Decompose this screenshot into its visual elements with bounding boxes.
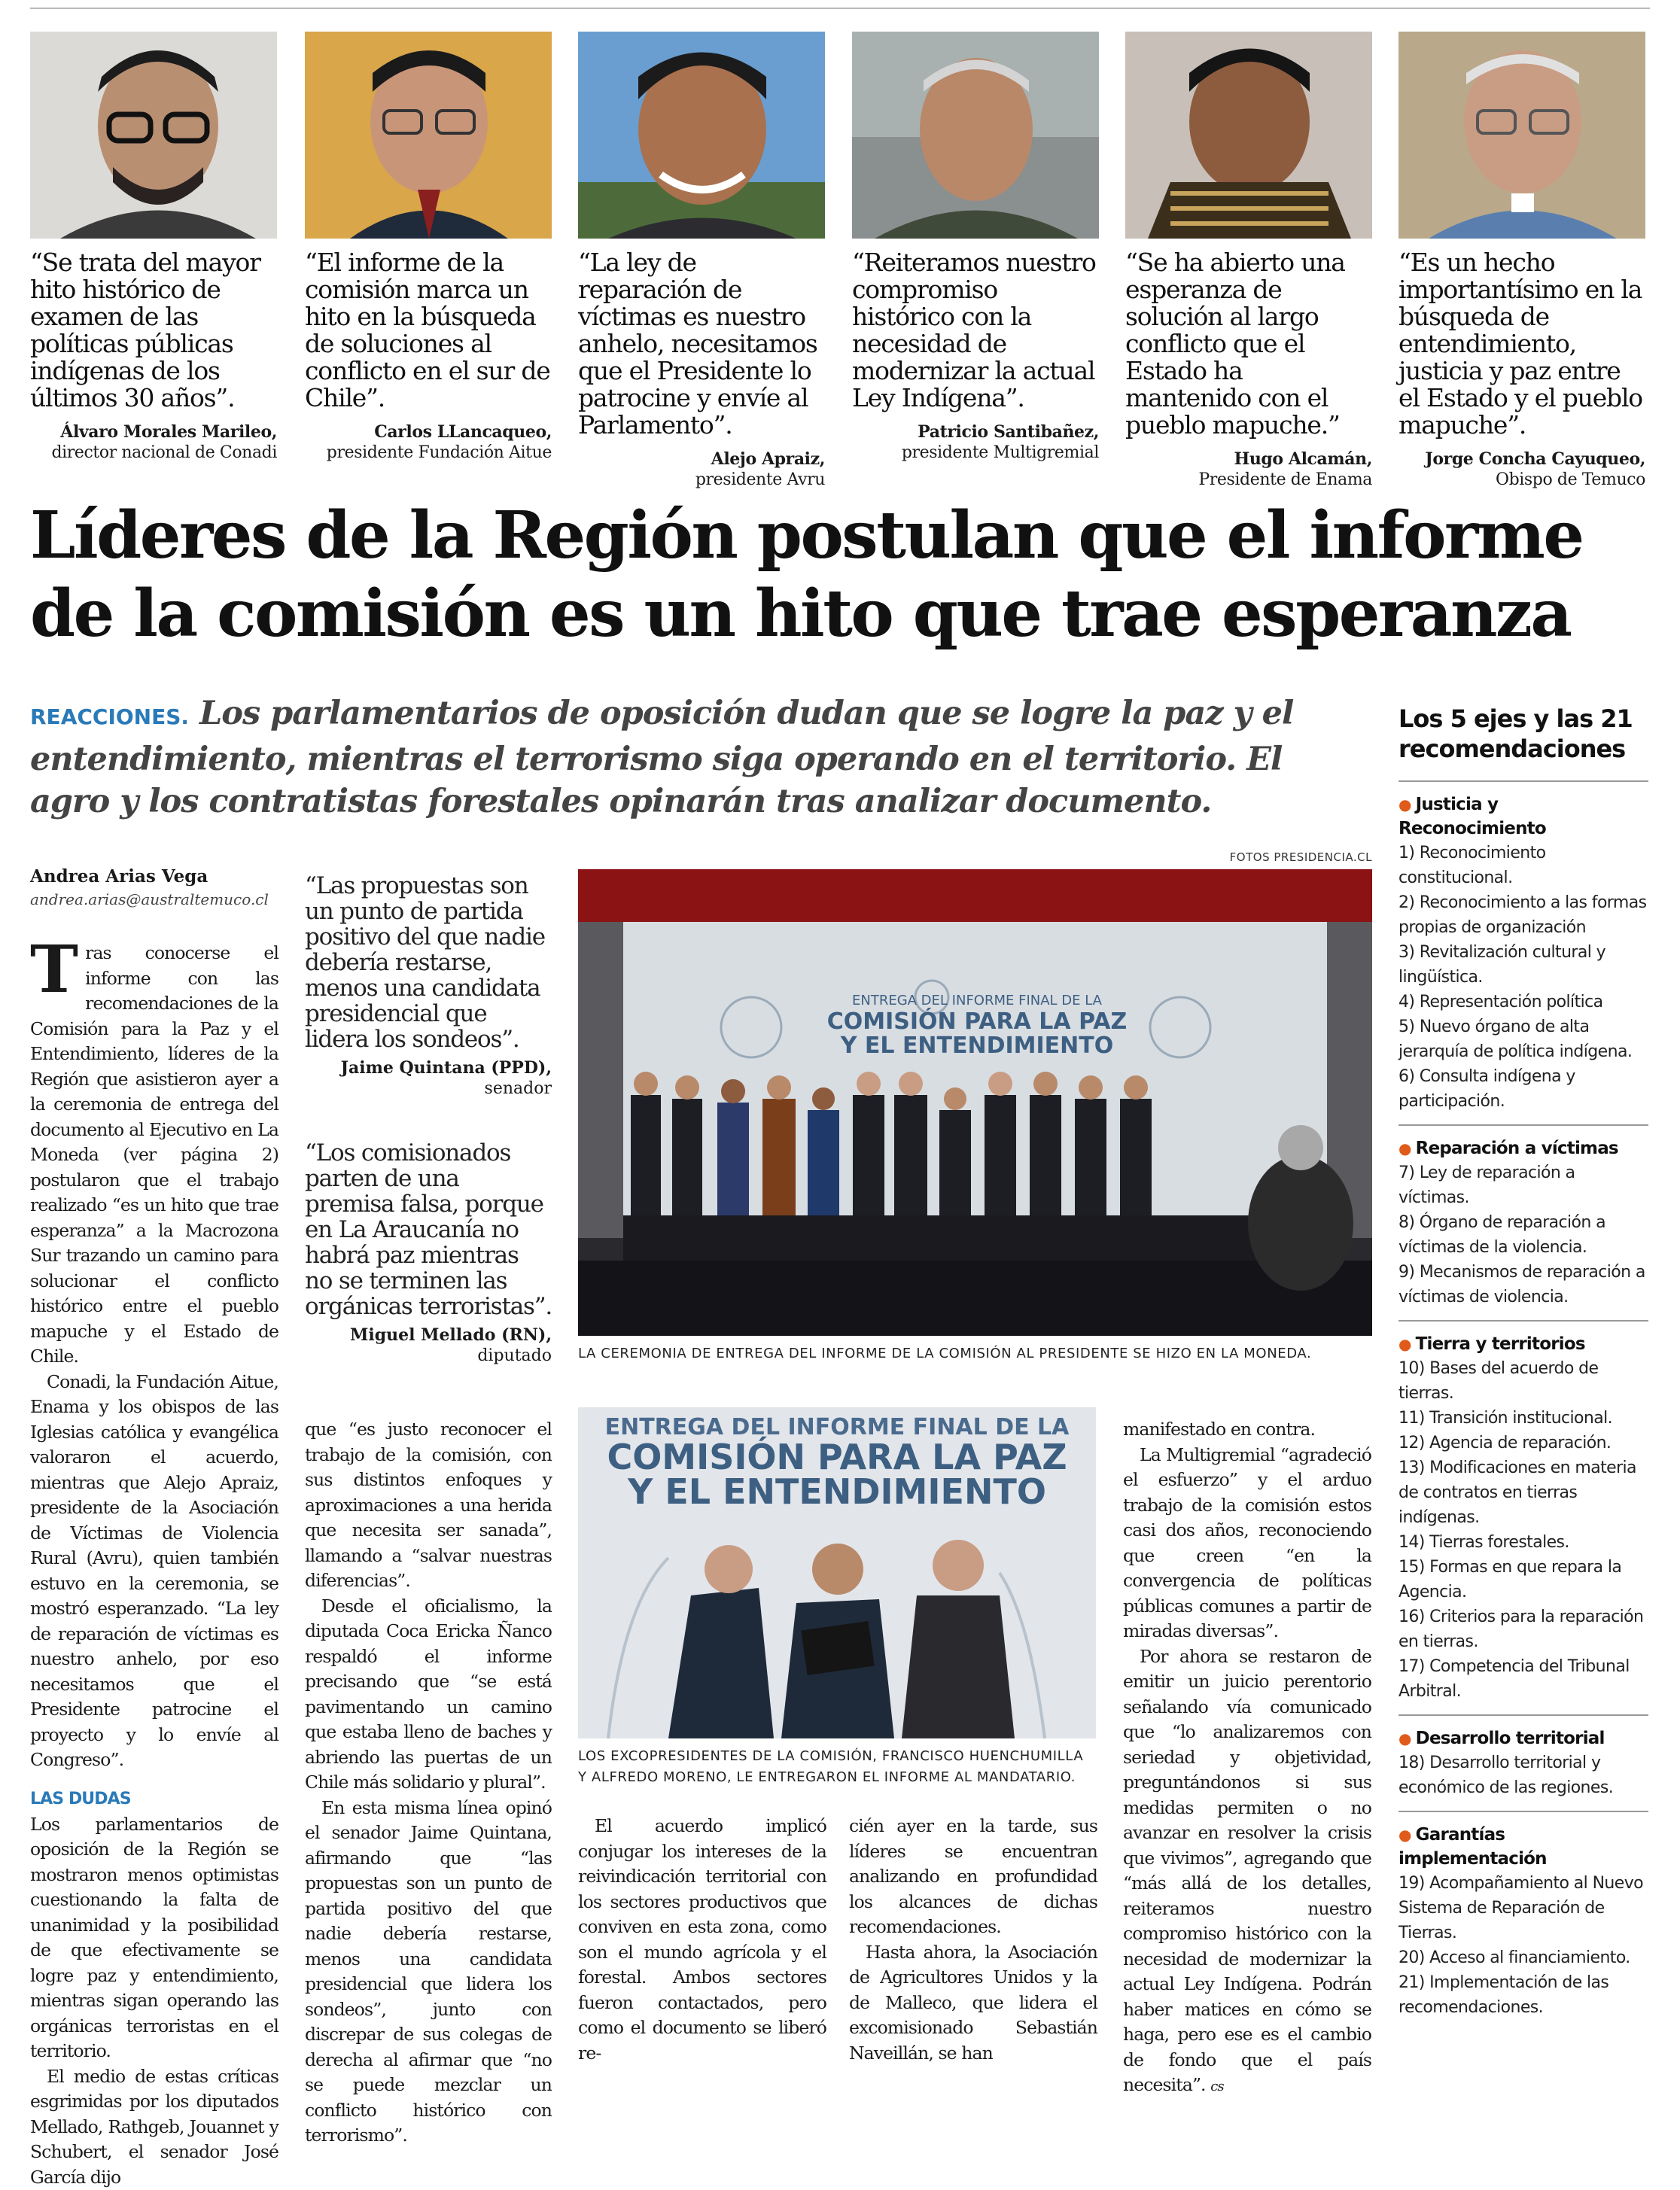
quote-name: Patricio Santibañez, bbox=[852, 422, 1099, 443]
quote-role: presidente Multigremial bbox=[852, 443, 1099, 463]
top-rule bbox=[30, 8, 1650, 9]
standfirst bbox=[30, 692, 1340, 823]
sidebar-section bbox=[1398, 1322, 1648, 1716]
banner-line: ENTREGA DEL INFORME FINAL DE LA bbox=[605, 1414, 1070, 1440]
paragraph: cién ayer en la tarde, sus líderes se encuentran analizando en profundidad los alcances de dichas recomendaciones. bbox=[849, 1814, 1097, 1940]
recommendation-item: 6) Consulta indígena y participación. bbox=[1398, 1064, 1648, 1114]
recommendation-item: 21) Implementación de las recomendaciones. bbox=[1398, 1970, 1648, 2020]
bullet-icon: ● bbox=[1398, 1729, 1411, 1747]
banner-line: Y EL ENTENDIMIENTO bbox=[840, 1033, 1114, 1059]
quote-text: “Se ha abierto una esperanza de solución al largo conflicto que el Estado ha mantenido con el pueblo mapuche.” bbox=[1125, 249, 1372, 439]
sidebar-section-heading bbox=[1398, 1726, 1648, 1750]
quote-card bbox=[578, 32, 825, 490]
recommendation-item: 7) Ley de reparación a víctimas. bbox=[1398, 1160, 1648, 1210]
quote-text: “El informe de la comisión marca un hito en la búsqueda de soluciones al conflicto en el sur de Chile”. bbox=[305, 249, 552, 412]
banner-line: ENTREGA DEL INFORME FINAL DE LA bbox=[852, 993, 1103, 1008]
quote-card bbox=[852, 32, 1099, 463]
quote-role: presidente Avru bbox=[578, 470, 825, 490]
quote-text: “Reiteramos nuestro compromiso histórico con la necesidad de modernizar la actual Ley Indígena”. bbox=[852, 249, 1099, 412]
byline bbox=[30, 865, 278, 911]
photo-credit: FOTOS PRESIDENCIA.CL bbox=[578, 850, 1372, 864]
author-name: Andrea Arias Vega bbox=[30, 865, 278, 888]
sidebar-section bbox=[1398, 1126, 1648, 1322]
recommendation-item: 1) Reconocimiento constitucional. bbox=[1398, 841, 1648, 890]
quote-text: “Se trata del mayor hito histórico de examen de las políticas públicas indígenas de los últimos 30 años”. bbox=[30, 249, 277, 412]
quote-role: Presidente de Enama bbox=[1125, 470, 1372, 490]
recommendation-item: 10) Bases del acuerdo de tierras. bbox=[1398, 1356, 1648, 1406]
quote-name: Jorge Concha Cayuqueo, bbox=[1398, 449, 1645, 470]
quote-card bbox=[1398, 32, 1645, 490]
end-mark: cs bbox=[1210, 2079, 1224, 2094]
sidebar-heading-text: Reparación a víctimas bbox=[1416, 1139, 1618, 1158]
recommendations-sidebar bbox=[1398, 704, 1648, 2030]
sidebar-section-heading bbox=[1398, 1823, 1648, 1871]
portrait-photo bbox=[1125, 32, 1372, 239]
pullquote-text: “Los comisionados parten de una premisa falsa, porque en La Araucanía no habrá paz mientras no se terminen las orgánicas terroristas”. bbox=[305, 1140, 552, 1319]
article-column-1 bbox=[30, 941, 278, 2190]
bullet-icon: ● bbox=[1398, 1335, 1411, 1353]
sidebar-section bbox=[1398, 1812, 1648, 2030]
banner-line: Y EL ENTENDIMIENTO bbox=[627, 1471, 1046, 1512]
sidebar-section-heading bbox=[1398, 792, 1648, 841]
quote-card bbox=[30, 32, 277, 463]
sidebar-heading-text: Desarrollo territorial bbox=[1416, 1729, 1605, 1748]
banner-line: COMISIÓN PARA LA PAZ bbox=[827, 1007, 1128, 1035]
pullquote-role: diputado bbox=[477, 1346, 552, 1365]
bullet-icon: ● bbox=[1398, 1139, 1411, 1157]
portrait-photo bbox=[30, 32, 277, 239]
recommendation-item: 12) Agencia de reparación. bbox=[1398, 1431, 1648, 1455]
pullquote bbox=[305, 873, 552, 1099]
photo-caption: LOS EXCOPRESIDENTES DE LA COMISIÓN, FRANCISCO HUENCHUMILLA Y ALFREDO MORENO, LE ENTREGARON EL INFORME AL MANDATARIO. bbox=[578, 1746, 1096, 1788]
quote-text: “Es un hecho importantísimo en la búsqueda de entendimiento, justicia y paz entre el Estado y el pueblo mapuche”. bbox=[1398, 249, 1645, 439]
article-column-2 bbox=[305, 1417, 552, 2149]
paragraph: El medio de estas críticas esgrimidas por los diputados Mellado, Rathgeb, Jouannet y Schubert, el senador José García dijo bbox=[30, 2064, 278, 2190]
quote-name: Alejo Apraiz, bbox=[578, 449, 825, 470]
subhead: LAS DUDAS bbox=[30, 1787, 278, 1812]
pullquote-role: senador bbox=[485, 1079, 552, 1098]
recommendation-item: 18) Desarrollo territorial y económico de las regiones. bbox=[1398, 1750, 1648, 1800]
kicker: REACCIONES. bbox=[30, 704, 189, 729]
quote-role: director nacional de Conadi bbox=[30, 443, 277, 463]
portrait-photo bbox=[578, 32, 825, 239]
recommendation-item: 3) Revitalización cultural y lingüística. bbox=[1398, 940, 1648, 990]
pullquote-name: Miguel Mellado (RN), bbox=[305, 1325, 552, 1346]
recommendation-item: 20) Acceso al financiamiento. bbox=[1398, 1945, 1648, 1970]
recommendation-item: 16) Criterios para la reparación en tierras. bbox=[1398, 1604, 1648, 1654]
recommendation-item: 9) Mecanismos de reparación a víctimas de violencia. bbox=[1398, 1260, 1648, 1309]
paragraph: El acuerdo implicó conjugar los intereses de la reivindicación territorial con los sectores productivos que conviven en esta zona, como son el mundo agrícola y el forestal. Ambos sectores fueron contactados, pero como el documento se liberó re- bbox=[578, 1814, 826, 2066]
sidebar-section bbox=[1398, 1716, 1648, 1812]
recommendation-item: 17) Competencia del Tribunal Arbitral. bbox=[1398, 1654, 1648, 1704]
sidebar-section bbox=[1398, 782, 1648, 1126]
sidebar-heading-text: Tierra y territorios bbox=[1416, 1334, 1585, 1354]
banner-line: COMISIÓN PARA LA PAZ bbox=[607, 1437, 1067, 1477]
quote-role: Obispo de Temuco bbox=[1398, 470, 1645, 490]
quote-role: presidente Fundación Aitue bbox=[305, 443, 552, 463]
paragraph: Los parlamentarios de oposición de la Región se mostraron menos optimistas cuestionando la falta de unanimidad y la posibilidad de que efectivamente se logre paz y entendimiento, mientras sigan operando las orgánicas terroristas en el territorio. bbox=[30, 1812, 278, 2064]
quote-name: Carlos LLancaqueo, bbox=[305, 422, 552, 443]
sidebar-section-heading bbox=[1398, 1136, 1648, 1160]
pullquote bbox=[305, 1140, 552, 1366]
sidebar-heading-text: Justicia y Reconocimiento bbox=[1398, 795, 1546, 838]
quote-name: Hugo Alcamán, bbox=[1125, 449, 1372, 470]
pullquote-name: Jaime Quintana (PPD), bbox=[305, 1058, 552, 1078]
standfirst-text: Los parlamentarios de oposición dudan que se logre la paz y el entendimiento, mientras el terrorismo siga operando en el territorio. El agro y los contratistas forestales opinarán tras analizar documento. bbox=[30, 695, 1293, 820]
ceremony-photo bbox=[578, 869, 1372, 1336]
recommendation-item: 2) Reconocimiento a las formas propias de organización bbox=[1398, 890, 1648, 940]
dropcap: T bbox=[30, 945, 78, 995]
recommendation-item: 11) Transición institucional. bbox=[1398, 1406, 1648, 1431]
quote-text: “La ley de reparación de víctimas es nuestro anhelo, necesitamos que el Presidente lo patrocine y envíe al Parlamento”. bbox=[578, 249, 825, 439]
headline: Líderes de la Región postulan que el informe de la comisión es un hito que trae esperanza bbox=[30, 497, 1650, 653]
quote-name: Álvaro Morales Marileo, bbox=[30, 422, 277, 443]
paragraph: Desde el oficialismo, la diputada Coca Ericka Ñanco respaldó el informe precisando que “se está pavimentando un camino que estaba lleno de baches y abriendo las puertas de un Chile más solidario y plural”. bbox=[305, 1594, 552, 1796]
recommendation-item: 19) Acompañamiento al Nuevo Sistema de Reparación de Tierras. bbox=[1398, 1871, 1648, 1945]
paragraph: Por ahora se restaron de emitir un juicio perentorio señalando vía comunicado que “lo analizaremos con seriedad y objetividad, preguntándonos si sus medidas permiten o no avanzar en resolver la crisis que vivimos”, agregando que “más allá de los detalles, reiteramos nuestro compromiso histórico con la necesidad de modernizar la actual Ley Indígena. Podrán haber matices en cómo se haga, pero ese es el cambio de fondo que el país necesita”. bbox=[1123, 1646, 1371, 2096]
paragraph: que “es justo reconocer el trabajo de la comisión, con sus distintos enfoques y aproximaciones a una herida que necesita ser sanada”, llamando a “salvar nuestras diferencias”. bbox=[305, 1417, 552, 1594]
quote-card bbox=[1125, 32, 1372, 490]
recommendation-item: 5) Nuevo órgano de alta jerarquía de política indígena. bbox=[1398, 1014, 1648, 1064]
recommendation-item: 15) Formas en que repara la Agencia. bbox=[1398, 1555, 1648, 1604]
recommendation-item: 14) Tierras forestales. bbox=[1398, 1530, 1648, 1555]
paragraph: Conadi, la Fundación Aitue, Enama y los obispos de las Iglesias católica y evangélica valoraron el acuerdo, mientras que Alejo Apraiz, presidente de la Asociación de Víctimas de Violencia Rural (Avru), quien también estuvo en la ceremonia, se mostró esperanzado. “La ley de reparación de víctimas es nuestro anhelo, por eso necesitamos que el Presidente patrocine el proyecto y lo envíe al Congreso”. bbox=[30, 1370, 278, 1773]
bullet-icon: ● bbox=[1398, 795, 1411, 814]
sidebar-heading-text: Garantías implementación bbox=[1398, 1825, 1547, 1869]
article-column-3 bbox=[578, 1814, 826, 2066]
recommendation-item: 8) Órgano de reparación a víctimas de la violencia. bbox=[1398, 1210, 1648, 1260]
portrait-photo bbox=[305, 32, 552, 239]
pullquote-text: “Las propuestas son un punto de partida positivo del que nadie debería restarse, menos una candidata presidencial que lidera los sondeos”. bbox=[305, 873, 552, 1052]
sidebar-section-heading bbox=[1398, 1332, 1648, 1356]
paragraph: La Multigremial “agradeció el esfuerzo” y el arduo trabajo de la comisión estos casi dos años, reconociendo que creen “en la convergencia de políticas públicas comunes a partir de miradas diversas”. bbox=[1123, 1443, 1371, 1644]
paragraph: ras conocerse el informe con las recomendaciones de la Comisión para la Paz y el Entendimiento, líderes de la Región que asistieron ayer a la ceremonia de entrega del documento al Ejecutivo en La Moneda (ver página 2) postularon que el trabajo realizado “es un hito que trae esperanza” a la Macrozona Sur trazando un camino para solucionar el conflicto histórico entre el pueblo mapuche y el Estado de Chile. bbox=[30, 942, 278, 1367]
portrait-photo bbox=[852, 32, 1099, 239]
quote-card bbox=[305, 32, 552, 463]
paragraph: Hasta ahora, la Asociación de Agricultores Unidos y la de Malleco, que lidera el excomisionado Sebastián Naveillán, se han bbox=[849, 1940, 1097, 2067]
photo-caption: LA CEREMONIA DE ENTREGA DEL INFORME DE LA COMISIÓN AL PRESIDENTE SE HIZO EN LA MONEDA. bbox=[578, 1343, 1372, 1364]
sidebar-title: Los 5 ejes y las 21 recomendaciones bbox=[1398, 704, 1648, 782]
recommendation-item: 4) Representación política bbox=[1398, 990, 1648, 1014]
article-column-5 bbox=[1123, 1417, 1371, 2100]
portrait-photo bbox=[1398, 32, 1645, 239]
paragraph: En esta misma línea opinó el senador Jaime Quintana, afirmando que “las propuestas son un punto de partida positivo del que nadie debería restarse, menos una candidata presidencial que lidera los sondeos”, junto con discrepar de sus colegas de derecha al afirmar que “no se puede mezclar un conflicto histórico con terrorismo”. bbox=[305, 1796, 552, 2149]
paragraph: manifestado en contra. bbox=[1123, 1417, 1371, 1443]
recommendation-item: 13) Modificaciones en materia de contratos en tierras indígenas. bbox=[1398, 1455, 1648, 1530]
article-column-4 bbox=[849, 1814, 1097, 2066]
handover-photo bbox=[578, 1407, 1096, 1738]
bullet-icon: ● bbox=[1398, 1826, 1411, 1844]
author-email: andrea.arias@australtemuco.cl bbox=[30, 888, 278, 911]
